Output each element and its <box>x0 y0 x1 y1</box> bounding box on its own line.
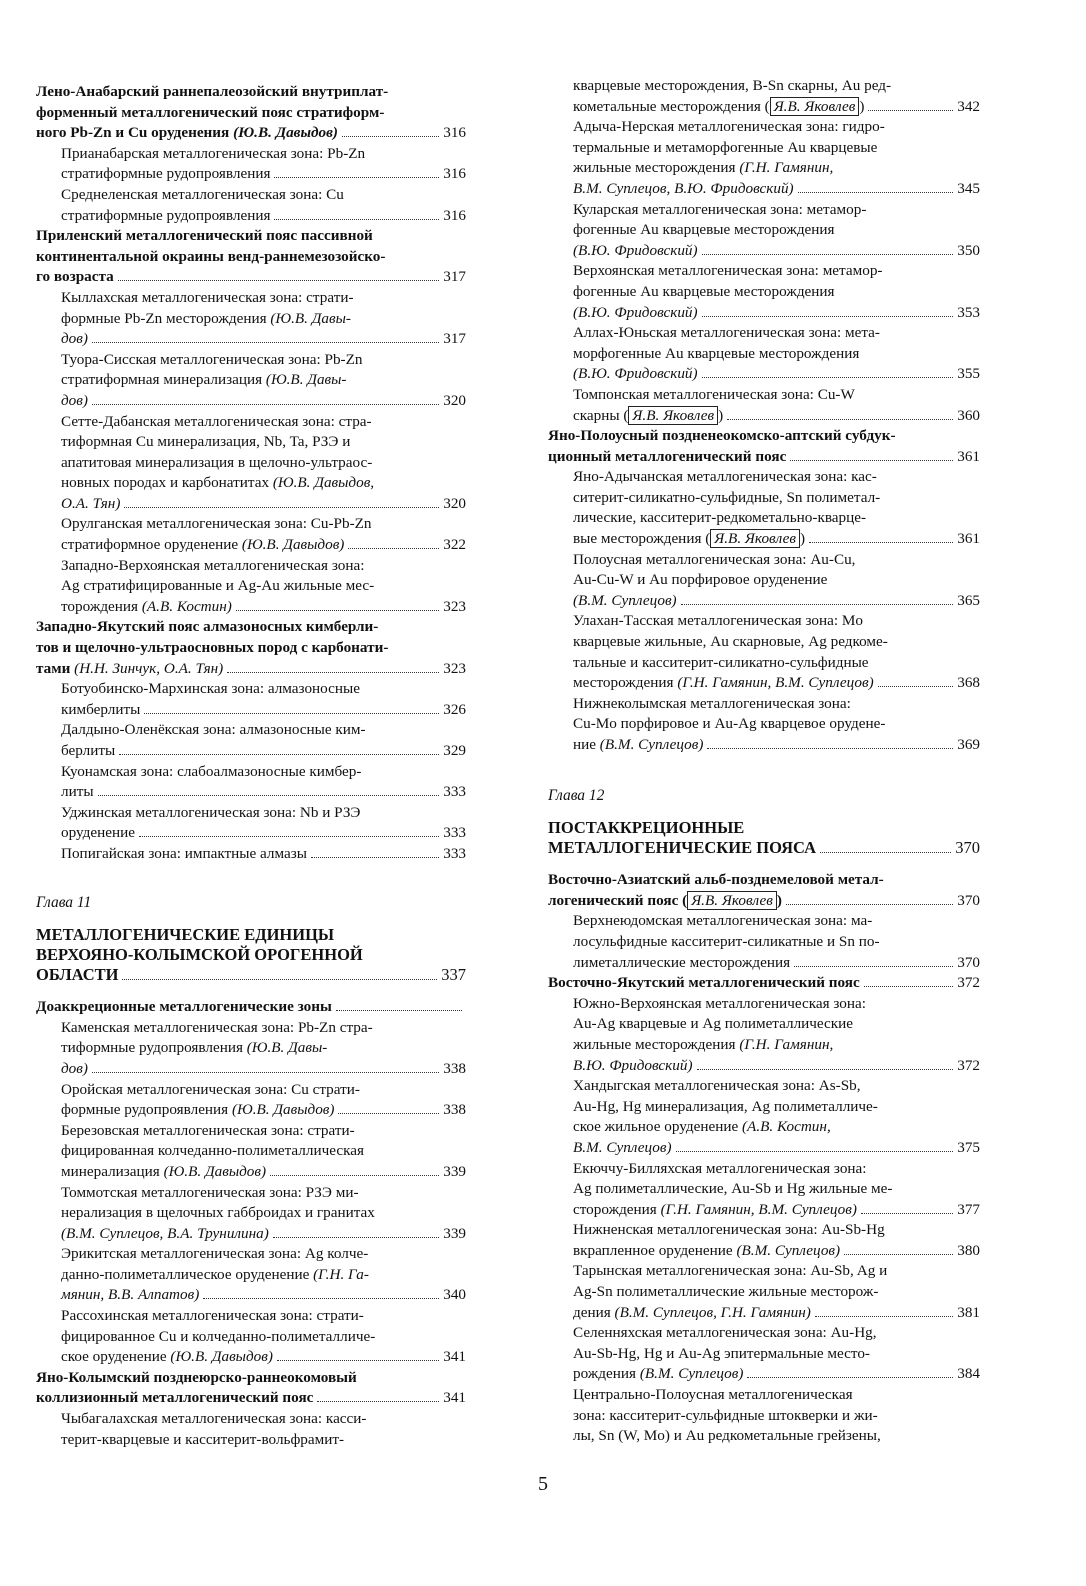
page-ref: 350 <box>957 241 980 259</box>
toc-zone-entry[interactable] <box>548 385 980 426</box>
line: ) <box>776 891 782 909</box>
page-ref: 323 <box>443 659 466 677</box>
author: В.М. Суплецов, В.Ю. Фридовский) <box>573 179 794 197</box>
line: Куонамская зона: слабоалмазоносные кимбер- <box>61 762 362 780</box>
line: МЕТАЛЛОГЕНИЧЕСКИЕ ЕДИНИЦЫ <box>36 925 335 945</box>
page-ref: 326 <box>443 700 466 718</box>
line: Тарынская металлогеническая зона: Au-Sb, Ag и <box>573 1262 888 1280</box>
line: стратиформная минерализация <box>61 371 266 389</box>
toc-zone-entry[interactable] <box>36 556 466 618</box>
author: (А.В. Костин, <box>742 1118 831 1136</box>
page-ref: 375 <box>957 1138 980 1156</box>
author: (Ю.В. Давы- <box>246 1039 328 1057</box>
line: ) <box>799 530 806 548</box>
line: ного Pb-Zn и Cu оруденения <box>36 124 234 142</box>
toc-zone-entry[interactable] <box>548 1385 980 1447</box>
toc-zone-entry[interactable] <box>548 1261 980 1323</box>
line: Нижнеколымская металлогеническая зона: <box>573 694 851 712</box>
page-ref: 323 <box>443 597 466 615</box>
author: (Г.Н. Гамянин, <box>739 1035 834 1053</box>
line: Рассохинская металлогеническая зона: страти- <box>61 1307 364 1325</box>
page-ref: 333 <box>443 783 466 801</box>
line: Западно-Верхоянская металлогеническая зона: <box>61 556 365 574</box>
page-ref: 337 <box>441 965 466 985</box>
page-ref: 361 <box>957 530 980 548</box>
author: (В.М. Суплецов, В.А. Трунилина) <box>61 1224 269 1242</box>
line: Березовская металлогеническая зона: страти- <box>61 1121 355 1139</box>
author-boxed: Я.В. Яковлев <box>687 891 777 910</box>
line: Каменская металлогеническая зона: Pb-Zn стра- <box>61 1018 373 1036</box>
page-ref: 329 <box>443 742 466 759</box>
toc-zone-entry[interactable] <box>36 844 466 865</box>
toc-zone-entry[interactable] <box>36 1121 466 1183</box>
chapter-title-entry[interactable] <box>548 818 980 858</box>
line: форменный металлогенический пояс стратиформ- <box>36 103 385 121</box>
line: Восточно-Азиатский альб-позднемеловой метал- <box>548 871 884 889</box>
author: дов) <box>61 391 88 409</box>
line: новных породах и карбонатитах <box>61 474 273 492</box>
author: (В.Ю. Фридовский) <box>573 365 698 383</box>
line: Ag полиметаллические, Au-Sb и Hg жильные ме- <box>573 1180 893 1198</box>
author: (В.М. Суплецов) <box>573 591 677 609</box>
line: Доаккреционные металлогенические зоны <box>36 998 332 1016</box>
line: торождения <box>61 597 142 615</box>
line: ционный металлогенический пояс <box>548 447 787 465</box>
page-ref: 322 <box>443 536 466 554</box>
line: данно-полиметаллическое оруденение <box>61 1265 314 1283</box>
line: Попигайская зона: импактные алмазы <box>61 844 307 862</box>
toc-zone-entry[interactable] <box>36 1183 466 1245</box>
line: ское жильное оруденение <box>573 1118 742 1136</box>
line: кометальные месторождения ( <box>573 97 770 115</box>
toc-zone-entry[interactable] <box>36 144 466 185</box>
line: Верхоянская металлогеническая зона: метамор- <box>573 262 883 280</box>
line: Ag стратифицированные и Ag-Au жильные мес- <box>61 577 375 595</box>
page-ref: 317 <box>443 268 466 286</box>
line: формные рудопроявления <box>61 1101 232 1119</box>
line: фицированная колчеданно-полиметаллическая <box>61 1142 364 1160</box>
author: В.М. Суплецов) <box>573 1138 672 1156</box>
line: лиметаллические месторождения <box>573 953 791 971</box>
line: Селенняхская металлогеническая зона: Au-Hg, <box>573 1324 877 1342</box>
author: (В.Ю. Фридовский) <box>573 303 698 321</box>
page-ref: 320 <box>443 391 466 409</box>
line: ) <box>859 97 865 115</box>
line: го возраста <box>36 268 114 286</box>
toc-zone-entry[interactable] <box>36 720 466 761</box>
author: (В.М. Суплецов, Г.Н. Гамянин) <box>614 1303 811 1321</box>
page-ref: 320 <box>443 494 466 512</box>
author: (Н.Н. Зинчук, О.А. Тян) <box>74 659 224 677</box>
toc-zone-entry[interactable] <box>548 76 980 117</box>
line: стратиформные рудопроявления <box>61 206 271 224</box>
line: нерализация в щелочных габброидах и гранитах <box>61 1204 375 1222</box>
line: оруденение <box>61 824 135 842</box>
line: Екюччу-Билляхская металлогеническая зона: <box>573 1159 867 1177</box>
author: (В.М. Суплецов) <box>736 1241 841 1259</box>
line: Ag-Sn полиметаллические жильные месторож- <box>573 1283 879 1301</box>
line: Au-Ag кварцевые и Ag полиметаллические <box>573 1015 854 1033</box>
line: Аллах-Юньская металлогеническая зона: мета- <box>573 324 880 342</box>
author-boxed: Я.В. Яковлев <box>710 529 800 548</box>
author: мянин, В.В. Алпатов) <box>61 1286 200 1304</box>
line: ское оруденение <box>61 1348 171 1366</box>
toc-zone-entry[interactable] <box>548 467 980 549</box>
line: литы <box>61 783 94 801</box>
page-ref: 377 <box>957 1200 980 1218</box>
line: термальные и метаморфогенные Au кварцевые <box>573 138 878 156</box>
author: (Ю.В. Давы- <box>270 309 351 327</box>
line: лосульфидные касситерит-силикатные и Sn по- <box>573 932 880 950</box>
toc-zone-entry[interactable] <box>548 200 980 262</box>
toc-zone-entry[interactable] <box>36 412 466 515</box>
line: минерализация <box>61 1162 164 1180</box>
author: (В.Ю. Фридовский) <box>573 241 698 259</box>
line: ) <box>718 406 724 424</box>
author-boxed: Я.В. Яковлев <box>770 97 860 116</box>
line: кварцевые месторождения, B-Sn скарны, Au ред- <box>573 77 892 94</box>
line: тами <box>36 659 75 677</box>
toc-right-column <box>548 76 980 1447</box>
page-ref: 355 <box>957 365 980 383</box>
page-number: 5 <box>538 1473 548 1495</box>
toc-belt-entry[interactable] <box>36 1368 466 1409</box>
toc-belt-entry[interactable] <box>548 426 980 467</box>
line: Уджинская металлогеническая зона: Nb и РЗЭ <box>61 803 361 821</box>
toc-zone-entry[interactable] <box>548 611 980 693</box>
toc-zone-entry[interactable] <box>548 550 980 612</box>
page-ref: 365 <box>957 591 980 609</box>
line: коллизионный металлогенический пояс <box>36 1389 314 1407</box>
page-ref: 338 <box>443 1101 466 1119</box>
page-ref: 339 <box>443 1162 466 1180</box>
line: Au-Cu-W и Au порфировое оруденение <box>573 571 828 589</box>
line: скарны ( <box>573 406 629 424</box>
line: Томпонская металлогеническая зона: Cu-W <box>573 385 855 403</box>
toc-zone-entry[interactable] <box>36 185 466 226</box>
toc-zone-entry[interactable] <box>548 323 980 385</box>
page-ref: 345 <box>957 179 980 197</box>
line: ВЕРХОЯНО-КОЛЫМСКОЙ ОРОГЕННОЙ <box>36 945 363 965</box>
page-ref: 384 <box>957 1365 980 1383</box>
line: кимберлиты <box>61 700 141 718</box>
line: фицированное Cu и колчеданно-полиметалличе- <box>61 1327 376 1345</box>
line: фогенные Au кварцевые месторождения <box>573 221 835 239</box>
line: Яно-Адычанская металлогеническая зона: кас- <box>573 468 877 486</box>
toc-zone-entry[interactable] <box>548 261 980 323</box>
author: (Ю.В. Давыдов) <box>170 1348 273 1366</box>
line: Эрикитская металлогеническая зона: Ag колче- <box>61 1245 369 1263</box>
author: (Г.Н. Гамянин, <box>739 159 834 177</box>
line: Прианабарская металлогеническая зона: Pb-Zn <box>61 144 366 162</box>
toc-belt-entry[interactable] <box>36 997 466 1018</box>
page-ref: 333 <box>443 844 466 862</box>
line: месторождения <box>573 674 678 692</box>
author: О.А. Тян) <box>61 494 121 512</box>
author: (Ю.В. Давыдов, <box>272 474 375 492</box>
line: Томмотская металлогеническая зона: РЗЭ ми- <box>61 1183 359 1201</box>
line: формные Pb-Zn месторождения <box>61 309 271 327</box>
toc-belt-entry[interactable] <box>548 973 980 994</box>
line: Куларская металлогеническая зона: метамор- <box>573 200 867 218</box>
toc-belt-entry[interactable] <box>548 870 980 911</box>
line: Оройская металлогеническая зона: Cu страти- <box>61 1080 360 1098</box>
author: (Ю.В. Давыдов) <box>163 1162 267 1180</box>
line: апатитовая минерализация в щелочно-ультраос- <box>61 453 373 471</box>
line: Лено-Анабарский раннепалеозойский внутриплат- <box>36 83 389 100</box>
author: (Г.Н. Га- <box>313 1265 369 1283</box>
line: Чыбагалахская металлогеническая зона: касси- <box>61 1410 367 1428</box>
toc-belt-entry[interactable] <box>36 617 466 679</box>
toc-zone-entry[interactable] <box>36 679 466 720</box>
line: логенический пояс ( <box>548 891 688 909</box>
line: лические, касситерит-редкометально-кварце- <box>573 509 867 527</box>
line: ние <box>573 736 600 753</box>
author: (В.М. Суплецов) <box>639 1365 744 1383</box>
page-ref: 333 <box>443 824 466 842</box>
line: жильные месторождения <box>573 1035 740 1053</box>
toc-belt-entry[interactable] <box>36 82 466 144</box>
toc-zone-entry[interactable] <box>36 1080 466 1121</box>
toc-zone-entry[interactable] <box>548 911 980 973</box>
line: тов и щелочно-ультраосновных пород с карбонати- <box>36 639 389 657</box>
page-ref: 372 <box>957 974 980 992</box>
page-ref: 381 <box>957 1303 980 1321</box>
line: лы, Sn (W, Mo) и Au редкометальные грейзены, <box>573 1427 881 1445</box>
page-ref: 370 <box>957 891 980 909</box>
line: Сетте-Дабанская металлогеническая зона: стра- <box>61 412 372 430</box>
page-ref: 372 <box>957 1056 980 1074</box>
page-ref: 316 <box>443 165 466 183</box>
line: континентальной окраины венд-раннемезозойско- <box>36 247 386 265</box>
line: Восточно-Якутский металлогенический пояс <box>548 974 860 992</box>
line: вые месторождения ( <box>573 530 711 548</box>
line: Au-Hg, Hg минерализация, Ag полиметалличе- <box>573 1097 878 1115</box>
page-ref: 370 <box>955 838 980 858</box>
author: (Г.Н. Гамянин, В.М. Суплецов) <box>660 1200 857 1218</box>
page-ref: 361 <box>957 447 980 465</box>
line: Среднеленская металлогеническая зона: Cu <box>61 185 344 203</box>
author-boxed: Я.В. Яковлев <box>628 406 718 425</box>
page-ref: 316 <box>443 124 466 142</box>
page-ref: 369 <box>957 736 980 753</box>
line: МЕТАЛЛОГЕНИЧЕСКИЕ ПОЯСА <box>548 838 817 858</box>
line: Центрально-Полоусная металлогеническая <box>573 1386 853 1404</box>
line: тиформная Cu минерализация, Nb, Ta, РЗЭ и <box>61 433 351 451</box>
line: сторождения <box>573 1200 661 1218</box>
author: (Ю.В. Давыдов) <box>233 124 338 142</box>
toc-zone-entry[interactable] <box>36 1409 466 1450</box>
toc-zone-entry[interactable] <box>548 694 980 756</box>
page-ref: 317 <box>443 330 466 348</box>
line: Южно-Верхоянская металлогеническая зона: <box>573 994 866 1012</box>
line: Полоусная металлогеническая зона: Au-Cu, <box>573 550 856 568</box>
toc-zone-entry[interactable] <box>36 803 466 844</box>
line: стратиформное оруденение <box>61 536 242 554</box>
line: дения <box>573 1303 615 1321</box>
page-ref: 341 <box>443 1348 466 1366</box>
line: берлиты <box>61 742 116 759</box>
line: Западно-Якутский пояс алмазоносных кимберли- <box>36 618 379 636</box>
page-ref: 353 <box>957 303 980 321</box>
author: (Ю.В. Давыдов) <box>231 1101 335 1119</box>
line: Яно-Колымский позднеюрско-раннеокомовый <box>36 1368 357 1386</box>
author: В.Ю. Фридовский) <box>573 1056 693 1074</box>
line: ситерит-силикатно-сульфидные, Sn полиметал- <box>573 488 881 506</box>
toc-zone-entry[interactable] <box>548 1323 980 1385</box>
line: Орулганская металлогеническая зона: Cu-Pb-Zn <box>61 515 372 533</box>
toc-zone-entry[interactable] <box>36 288 466 350</box>
toc-zone-entry[interactable] <box>36 514 466 555</box>
line: зона: касситерит-сульфидные штокверки и жи- <box>573 1406 878 1424</box>
chapter-title-entry[interactable] <box>36 925 466 985</box>
line: ОБЛАСТИ <box>36 965 119 985</box>
toc-zone-entry[interactable] <box>36 762 466 803</box>
toc-zone-entry[interactable] <box>36 1306 466 1368</box>
toc-zone-entry[interactable] <box>548 1220 980 1261</box>
line: Au-Sb-Hg, Hg и Au-Ag эпитермальные место- <box>573 1344 870 1362</box>
page-ref: 338 <box>443 1059 466 1077</box>
line: Адыча-Нерская металлогеническая зона: гидро- <box>573 118 885 136</box>
author: дов) <box>61 1059 88 1077</box>
line: Туора-Сисская металлогеническая зона: Pb-Zn <box>61 350 363 368</box>
page-ref: 368 <box>957 674 980 692</box>
line: Приленский металлогенический пояс пассивной <box>36 227 373 245</box>
line: стратиформные рудопроявления <box>61 165 271 183</box>
page-ref: 339 <box>443 1224 466 1242</box>
line: тиформные рудопроявления <box>61 1039 247 1057</box>
line: Кыллахская металлогеническая зона: страти- <box>61 288 354 306</box>
line: Далдыно-Оленёкская зона: алмазоносные ким- <box>61 721 366 739</box>
author: (Ю.В. Давы- <box>265 371 347 389</box>
toc-zone-entry[interactable] <box>548 117 980 199</box>
page-ref: 380 <box>957 1241 980 1259</box>
page-ref: 360 <box>957 406 980 424</box>
line: Улахан-Тасская металлогеническая зона: Mo <box>573 612 863 630</box>
line: Ботуобинско-Мархинская зона: алмазоносные <box>61 680 360 698</box>
line: вкрапленное оруденение <box>573 1241 737 1259</box>
toc-zone-entry[interactable] <box>36 1018 466 1080</box>
toc-belt-entry[interactable] <box>36 226 466 288</box>
page-ref: 316 <box>443 206 466 224</box>
toc-zone-entry[interactable] <box>548 994 980 1076</box>
line: ПОСТАККРЕЦИОННЫЕ <box>548 818 745 838</box>
toc-left-column <box>36 82 466 1450</box>
author: (Г.Н. Гамянин, В.М. Суплецов) <box>677 674 874 692</box>
line: фогенные Au кварцевые месторождения <box>573 282 835 300</box>
page-ref: 340 <box>443 1286 466 1304</box>
line: кварцевые жильные, Au скарновые, Ag редкоме- <box>573 633 888 651</box>
line: морфогенные Au кварцевые месторождения <box>573 344 860 362</box>
page-ref: 370 <box>957 953 980 971</box>
toc-zone-entry[interactable] <box>548 1159 980 1221</box>
line: терит-кварцевые и касситерит-вольфрамит- <box>61 1430 345 1448</box>
line: тальные и касситерит-силикатно-сульфидные <box>573 653 869 671</box>
chapter-label: Глава 12 <box>548 786 605 804</box>
author: (Ю.В. Давыдов) <box>241 536 345 554</box>
line: Хандыгская металлогеническая зона: As-Sb, <box>573 1077 861 1095</box>
toc-zone-entry[interactable] <box>36 1244 466 1306</box>
author: (А.В. Костин) <box>141 597 232 615</box>
line: Верхнеюдомская металлогеническая зона: ма- <box>573 912 873 930</box>
toc-zone-entry[interactable] <box>36 350 466 412</box>
toc-zone-entry[interactable] <box>548 1076 980 1158</box>
line: Нижненская металлогеническая зона: Au-Sb-Hg <box>573 1221 885 1239</box>
line: Cu-Mo порфировое и Au-Ag кварцевое оруденe- <box>573 715 886 733</box>
line: рождения <box>573 1365 640 1383</box>
line: Яно-Полоусный поздненеокомско-аптский субдук- <box>548 427 896 445</box>
page-ref: 342 <box>957 97 980 115</box>
line: жильные месторождения <box>573 159 740 177</box>
author: (В.М. Суплецов) <box>599 736 704 753</box>
chapter-label: Глава 11 <box>36 893 92 911</box>
author: дов) <box>61 330 88 348</box>
page-ref: 341 <box>443 1389 466 1407</box>
